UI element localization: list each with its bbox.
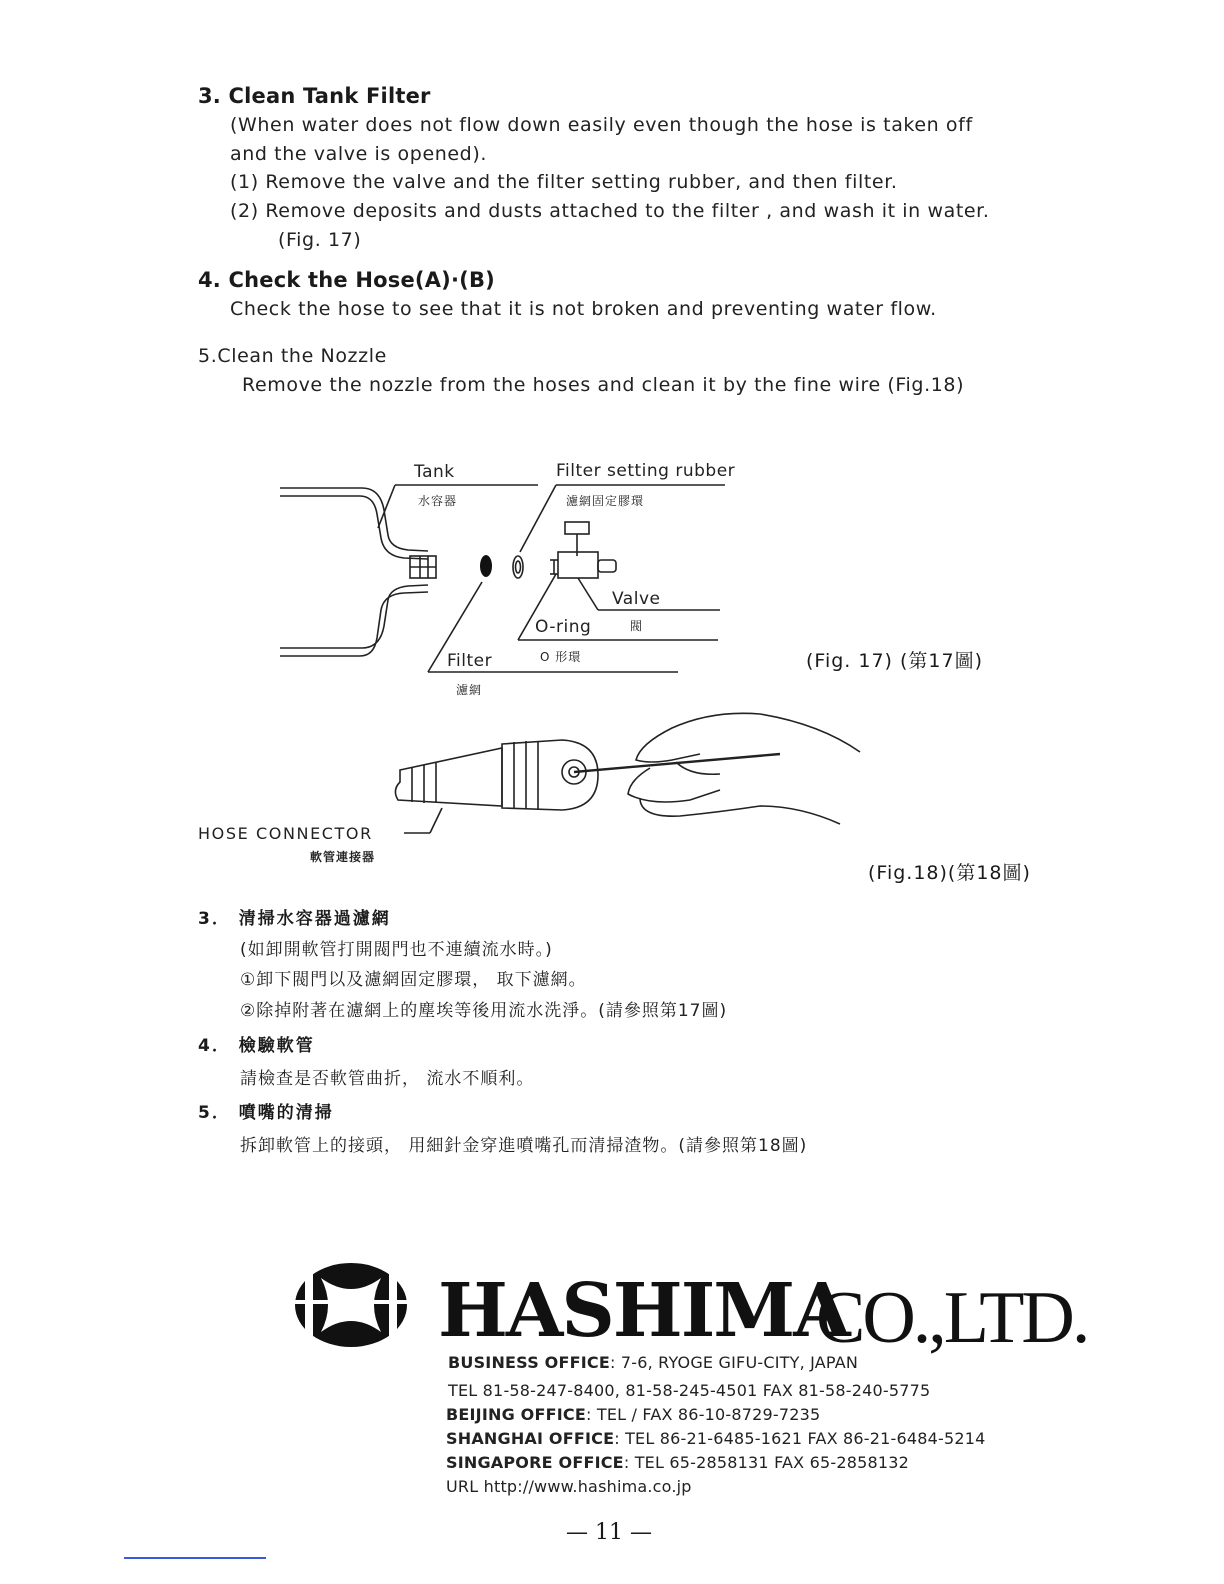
section-3-step-2: (2) Remove deposits and dusts attached to the filter , and wash it in water. [230,200,990,222]
cn-section-3-title: 3． 清掃水容器過濾網 [198,909,391,929]
section-5-line-1: Remove the nozzle from the hoses and clean it by the fine wire (Fig.18) [242,374,965,396]
label-filter: Filter [447,651,493,671]
business-office-label: BUSINESS OFFICE [448,1353,610,1372]
beijing-office-tel: : TEL / FAX 86-10-8729-7235 [585,1405,821,1424]
section-3-step-1: (1) Remove the valve and the filter setting rubber, and then filter. [230,171,898,193]
hashima-logo-icon [293,1260,413,1350]
company-url[interactable]: URL http://www.hashima.co.jp [446,1477,692,1496]
hand-shape [636,713,860,762]
label-hose-connector: HOSE CONNECTOR [198,824,373,843]
section-3-line-2: and the valve is opened). [230,143,487,165]
section-4-title: 4. Check the Hose(A)·(B) [198,268,495,292]
page-number: — 11 — [566,1520,652,1545]
cn-section-4-line-1: 請檢查是否軟管曲折， 流水不順利。 [240,1069,535,1089]
section-5-title: 5.Clean the Nozzle [198,345,387,367]
label-tank-cn: 水容器 [418,494,458,508]
singapore-office [446,1453,909,1472]
company-name: HASHIMA [438,1268,849,1354]
cn-section-4-title: 4． 檢驗軟管 [198,1036,315,1056]
cn-section-3-line-3: ②除掉附著在濾網上的塵埃等後用流水洗淨。(請參照第17圖) [240,1001,728,1021]
shanghai-office-tel: : TEL 86-21-6485-1621 FAX 86-21-6484-5214 [614,1429,986,1448]
section-4-line-1: Check the hose to see that it is not broken and preventing water flow. [230,298,937,320]
label-oring-cn: O 形環 [540,650,582,664]
cn-section-5-line-1: 拆卸軟管上的接頭， 用細針金穿進噴嘴孔而清掃渣物。(請參照第18圖) [240,1136,808,1156]
section-3-line-1: (When water does not flow down easily even though the hose is taken off [230,114,973,136]
label-oring: O-ring [535,617,592,637]
singapore-office-label: SINGAPORE OFFICE [446,1453,624,1472]
business-office-tel: TEL 81-58-247-8400, 81-58-245-4501 FAX 81-58-240-5775 [448,1381,931,1400]
label-hose-connector-cn: 軟管連接器 [310,850,376,864]
shanghai-office [446,1429,986,1448]
fig18-caption: (Fig.18)(第18圖) [868,862,1031,884]
label-valve: Valve [612,589,661,609]
business-office-address: : 7-6, RYOGE GIFU-CITY, JAPAN [609,1353,859,1372]
bottom-rule [124,1557,266,1559]
section-3-step-2-ref: (Fig. 17) [278,229,362,251]
label-filter-rubber-cn: 濾網固定膠環 [566,494,645,508]
label-tank: Tank [414,462,455,482]
beijing-office [446,1405,820,1424]
cn-section-3-line-1: (如卸開軟管打開閥門也不連續流水時。) [240,940,553,960]
beijing-office-label: BEIJING OFFICE [446,1405,586,1424]
label-filter-rubber: Filter setting rubber [556,461,736,481]
label-filter-cn: 濾網 [456,683,483,697]
singapore-office-tel: : TEL 65-2858131 FAX 65-2858132 [623,1453,909,1472]
cn-section-3-line-2: ①卸下閥門以及濾網固定膠環， 取下濾網。 [240,970,587,990]
label-valve-cn: 閥 [630,619,644,633]
business-office [448,1353,858,1372]
shanghai-office-label: SHANGHAI OFFICE [446,1429,615,1448]
fig17-caption: (Fig. 17) (第17圖) [806,650,984,672]
company-suffix: CO.,LTD. [816,1277,1088,1359]
cn-section-5-title: 5． 噴嘴的清掃 [198,1103,334,1123]
section-3-title: 3. Clean Tank Filter [198,84,431,108]
